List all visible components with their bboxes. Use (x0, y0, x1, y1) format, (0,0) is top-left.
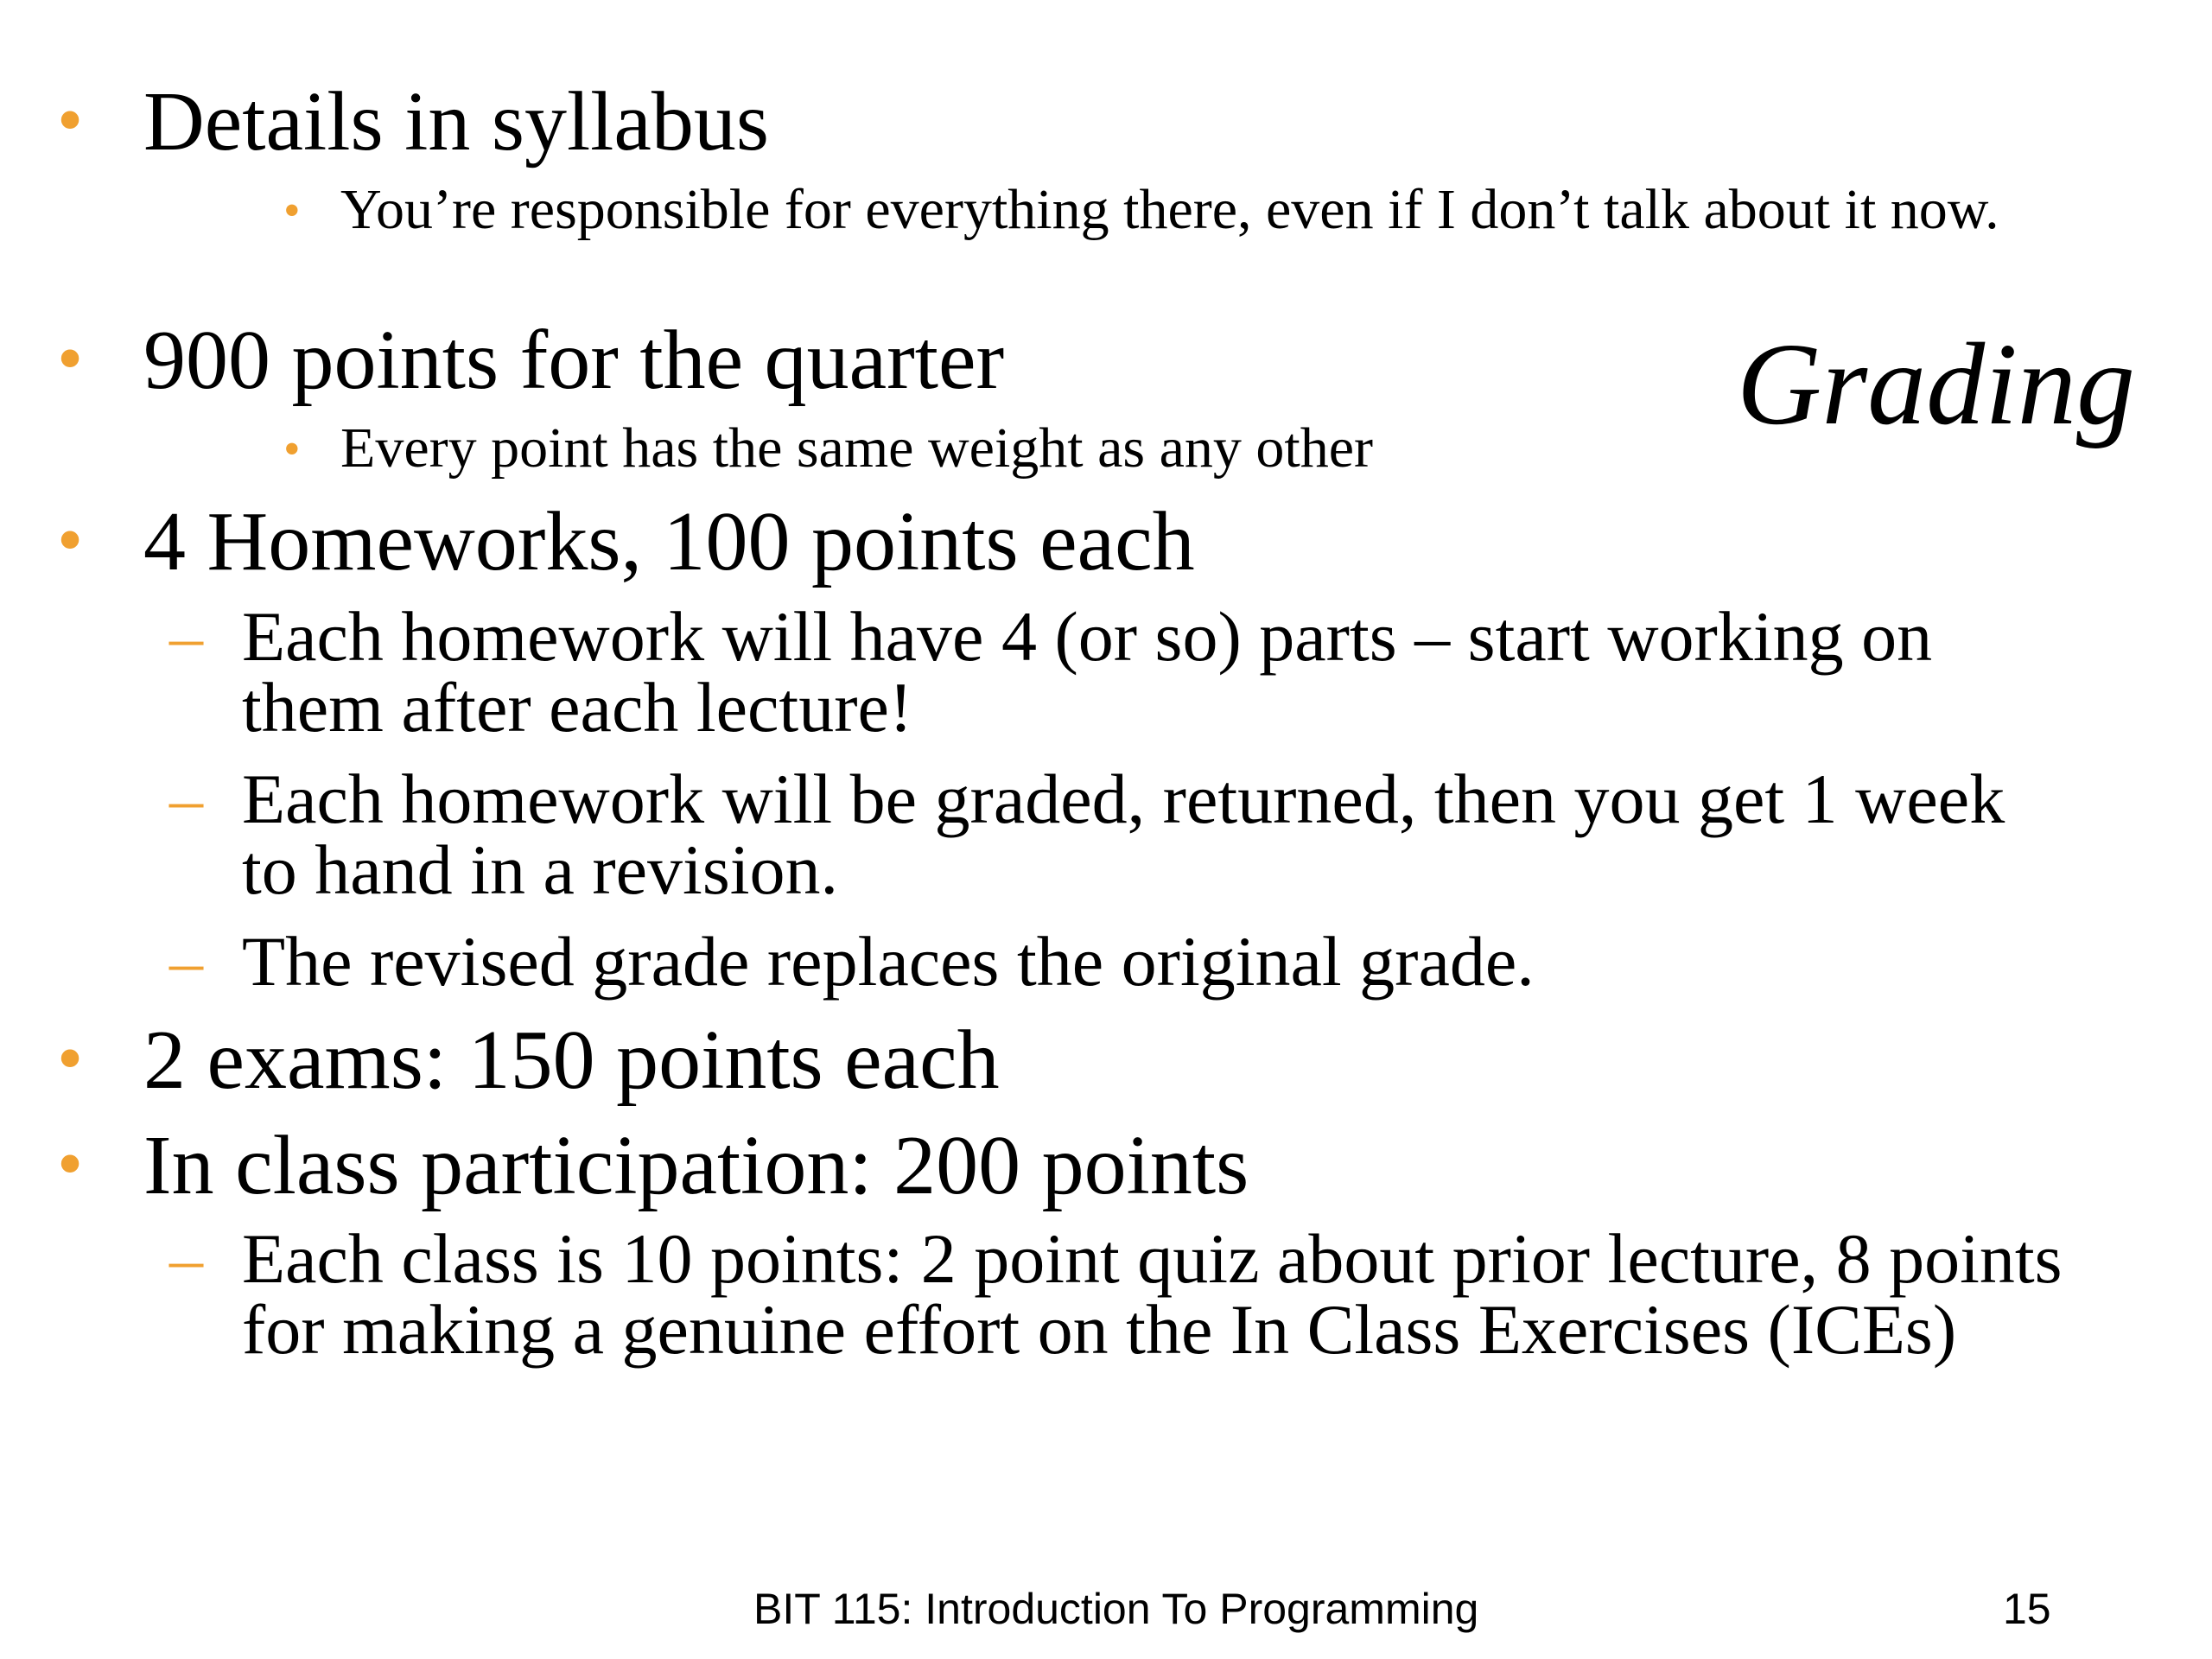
dash-marker: – (169, 924, 203, 999)
dash-marker: – (169, 1221, 203, 1296)
sub-bullet-marker: • (283, 184, 301, 238)
bullet-1: Details in syllabus (143, 75, 770, 168)
slide-title: Grading (1737, 320, 2135, 449)
bullet-3: 4 Homeworks, 100 points each (143, 495, 1195, 588)
sub-bullet-marker: • (283, 423, 301, 476)
bullet-marker: • (57, 316, 84, 399)
bullet-4: 2 exams: 150 points each (143, 1014, 1000, 1107)
bullet-marker: • (57, 78, 84, 161)
dash-marker: – (169, 761, 203, 836)
dash-marker: – (169, 599, 203, 674)
bullet-1-sub: You’re responsible for everything there, even if I don’t talk about it now. (340, 178, 1999, 241)
bullet-3-item-2: Each homework will be graded, returned, then you get 1 week to hand in a revision. (242, 760, 2005, 909)
slide-footer: BIT 115: Introduction To Programming (753, 1585, 1479, 1633)
bullet-2-sub: Every point has the same weight as any other (340, 416, 1373, 480)
bullet-3-item-3: The revised grade replaces the original grade. (242, 922, 1535, 1001)
bullet-5-item-1: Each class is 10 points: 2 point quiz about prior lecture, 8 points for making a genuine effort on the In Class Exercises (ICEs) (242, 1219, 2063, 1369)
bullet-3-item-1: Each homework will have 4 (or so) parts – start working on them after each lecture! (242, 597, 1933, 747)
bullet-marker: • (57, 1122, 84, 1205)
bullet-5: In class participation: 200 points (143, 1119, 1249, 1212)
page-number: 15 (2003, 1585, 2051, 1633)
bullet-marker: • (57, 1016, 84, 1099)
bullet-2: 900 points for the quarter (143, 314, 1005, 407)
bullet-marker: • (57, 498, 84, 581)
